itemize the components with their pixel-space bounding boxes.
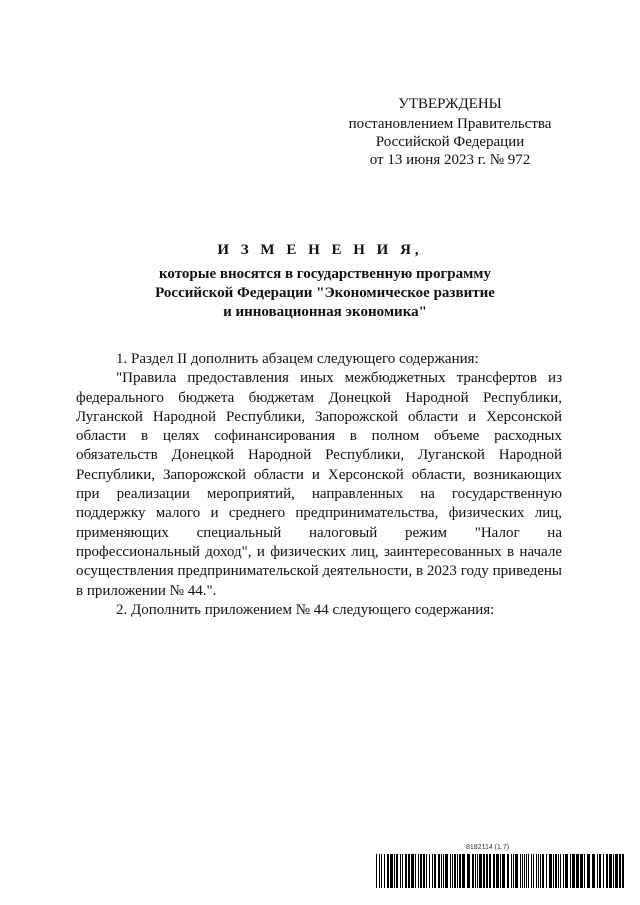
approval-block [330, 95, 570, 169]
paragraph-1: 1. Раздел II дополнить абзацем следующего содержания: [116, 351, 479, 367]
approval-title: УТВЕРЖДЕНЫ [398, 96, 502, 112]
document-subtitle [100, 265, 550, 322]
barcode-block [376, 844, 626, 890]
subtitle-line: которые вносятся в государственную программу [158, 266, 492, 282]
barcode-image [376, 854, 626, 888]
paragraph-3: 2. Дополнить приложением № 44 следующего содержания: [116, 601, 495, 618]
document-title: И З М Е Н Е Н И Я, [217, 242, 423, 258]
subtitle-line: Российской Федерации "Экономическое развитие [155, 285, 495, 301]
approval-line-2: Российской Федерации [375, 134, 525, 150]
approval-line-3: от 13 июня 2023 г. № 972 [369, 152, 531, 168]
paragraph-2: "Правила предоставления иных межбюджетных трансфертов из федерального бюджета бюджетам Донецкой Народной Республики, Луганской Народной Республики, Запорожской области и Херсонской области в целях софинансирования в полном объеме расходных обязательств Донецкой Народной Республики, Луганской Народной Республики, Запорожской области и Херсонской области, возникающих при реализации мероприятий, направленных на государственную поддержку малого и среднего предпринимательства, физических лиц, применяющих специальный налоговый режим "Налог на профессиональный доход", и физических лиц, заинтересованных в начале осуществления предпринимательской деятельности, в 2023 году приведены в приложении № 44.". [76, 370, 562, 599]
document-body [76, 350, 562, 620]
approval-line-1: постановлением Правительства [348, 116, 552, 132]
barcode-caption: 8182114 (1.7) [466, 844, 510, 851]
subtitle-line: и инновационная экономика" [223, 304, 427, 320]
